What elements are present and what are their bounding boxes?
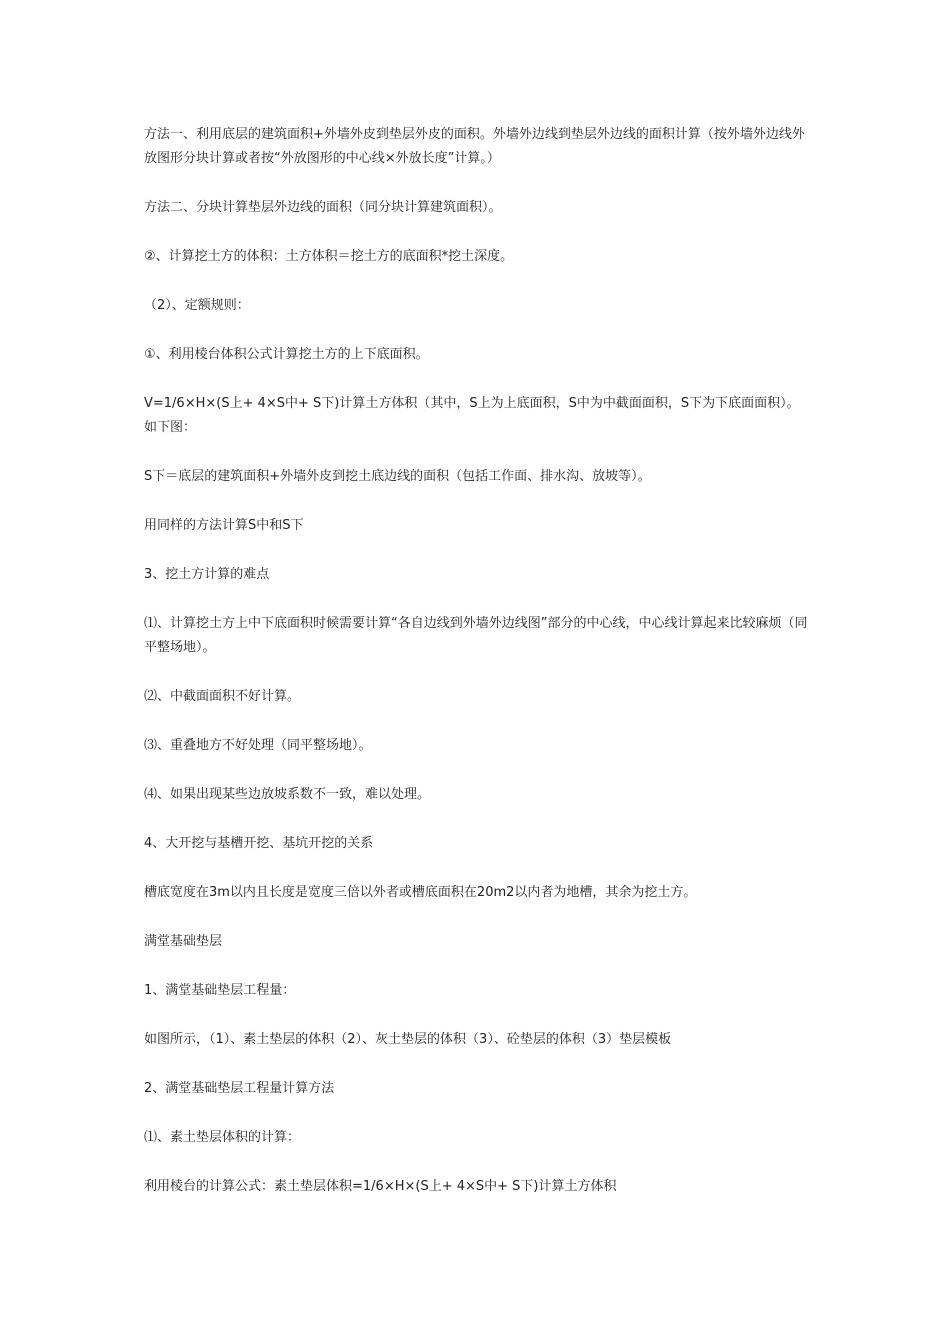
paragraph-difficulty-4: ⑷、如果出现某些边放坡系数不一致，难以处理。 [144, 787, 431, 802]
paragraph-quota-rules: （2）、定额规则： [144, 298, 250, 313]
heading-cushion-method: 2、满堂基础垫层工程量计算方法 [144, 1081, 335, 1096]
paragraph-soil-cushion-formula: 利用棱台的计算公式：素土垫层体积=1/6×H×(S上+ 4×S中+ S下)计算土方体积 [144, 1179, 617, 1194]
paragraph-excavation-volume: ②、计算挖土方的体积：土方体积＝挖土方的底面积*挖土深度。 [144, 249, 514, 264]
paragraph-method-one: 方法一、利用底层的建筑面积+外墙外皮到垫层外皮的面积。外墙外边线到垫层外边线的面积计算（按外墙外边线外放图形分块计算或者按“外放图形的中心线×外放长度”计算。） [144, 127, 805, 166]
paragraph-difficulty-3: ⑶、重叠地方不好处理（同平整场地）。 [144, 738, 372, 753]
document-body [144, 123, 809, 1224]
heading-excavation-relationship: 4、大开挖与基槽开挖、基坑开挖的关系 [144, 836, 374, 851]
paragraph-cushion-items: 如图所示，（1）、素土垫层的体积（2）、灰土垫层的体积（3）、砼垫层的体积（3）垫层模板 [144, 1032, 672, 1047]
paragraph-difficulty-1: ⑴、计算挖土方上中下底面积时候需要计算“各自边线到外墙外边线图”部分的中心线，中心线计算起来比较麻烦（同平整场地）。 [144, 616, 808, 655]
paragraph-soil-cushion-volume: ⑴、素土垫层体积的计算： [144, 1130, 301, 1145]
paragraph-frustum-formula-intro: ①、利用棱台体积公式计算挖土方的上下底面积。 [144, 347, 429, 362]
paragraph-bottom-area: S下＝底层的建筑面积+外墙外皮到挖土底边线的面积（包括工作面、排水沟、放坡等）。 [144, 469, 651, 484]
paragraph-volume-formula: V=1/6×H×(S上+ 4×S中+ S下)计算土方体积（其中，S上为上底面积，S中为中截面面积，S下为下底面面积）。如下图： [144, 396, 800, 435]
heading-raft-foundation-cushion: 满堂基础垫层 [144, 934, 223, 949]
paragraph-method-two: 方法二、分块计算垫层外边线的面积（同分块计算建筑面积）。 [144, 200, 502, 215]
paragraph-same-method: 用同样的方法计算S中和S下 [144, 518, 304, 533]
paragraph-difficulty-2: ⑵、中截面面积不好计算。 [144, 689, 301, 704]
heading-cushion-quantity: 1、满堂基础垫层工程量： [144, 983, 296, 998]
paragraph-trench-definition: 槽底宽度在3m以内且长度是宽度三倍以外者或槽底面积在20m2以内者为地槽，其余为挖土方。 [144, 885, 697, 900]
heading-excavation-difficulties: 3、挖土方计算的难点 [144, 567, 270, 582]
